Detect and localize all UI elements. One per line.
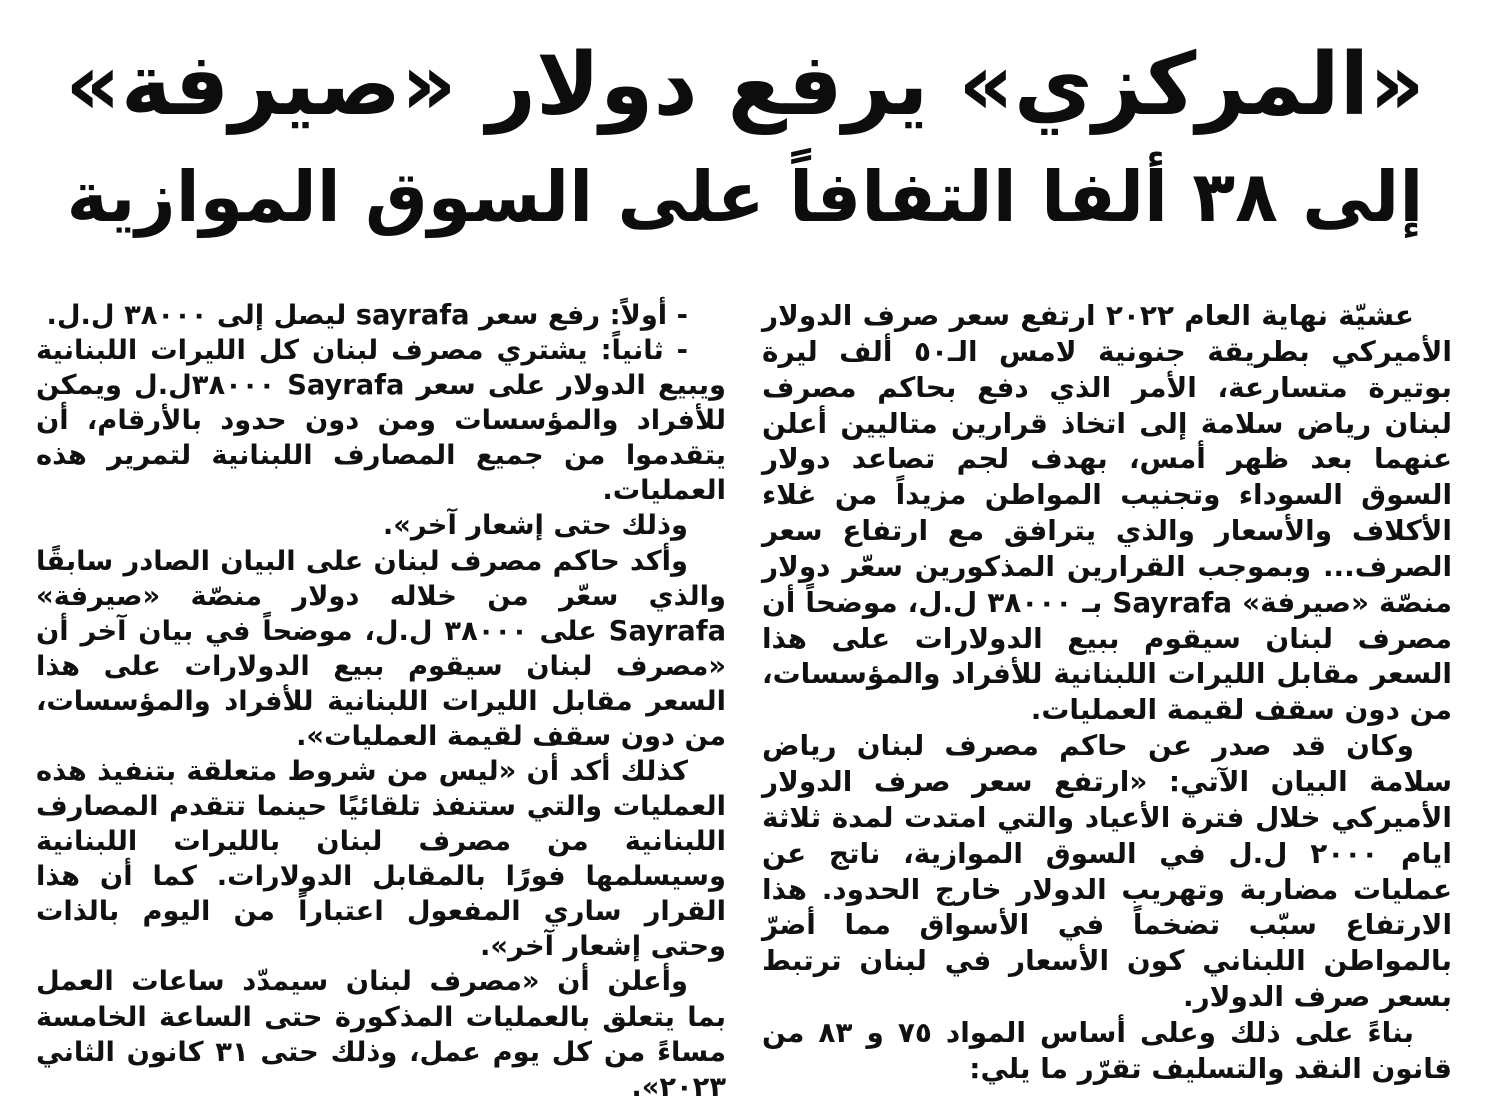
paragraph: وأكد حاكم مصرف لبنان على البيان الصادر سابقًا والذي سعّر من خلاله دولار منصّة «صيرفة» Sayrafa على ٣٨٠٠٠ ل.ل، موضحاً في بيان آخر أن «مصرف لبنان سيقوم ببيع الدولارات على هذا السعر مقابل الليرات اللبنانية للأفراد والمؤسسات، من دون سقف لقيمة العمليات». (36, 545, 726, 752)
paragraph: بناءً على ذلك وعلى أساس المواد ٧٥ و ٨٣ من قانون النقد والتسليف تقرّر ما يلي: (762, 1015, 1452, 1085)
list-item-first: - أولاً: رفع سعر sayrafa ليصل إلى ٣٨٠٠٠ ل.ل. (46, 300, 688, 331)
paragraph: وأعلن أن «مصرف لبنان سيمدّد ساعات العمل بما يتعلق بالعمليات المذكورة حتى الساعة الخامسة مساءً من كل يوم عمل، وذلك حتى ٣١ كانون الثاني ٢٠٢٣». (36, 966, 726, 1103)
article-column-left (36, 298, 726, 1105)
paragraph: عشيّة نهاية العام ٢٠٢٢ ارتفع سعر صرف الدولار الأميركي بطريقة جنونية لامس الـ٥٠ ألف ليرة بوتيرة متسارعة، الأمر الذي دفع بحاكم مصرف لبنان رياض سلامة إلى اتخاذ قرارين متاليين أعلن عنهما بعد ظهر أمس، بهدف لجم تصاعد دولار السوق السوداء وتجنيب المواطن مزيداً من غلاء الأكلاف والأسعار والذي يترافق مع ارتفاع سعر الصرف... وبموجب القرارين المذكورين سعّر دولار منصّة «صيرفة» Sayrafa بـ ٣٨٠٠٠ ل.ل، موضحاً أن مصرف لبنان سيقوم ببيع الدولارات على هذا السعر مقابل الليرات اللبنانية للأفراد والمؤسسات، من دون سقف لقيمة العمليات. (762, 299, 1452, 727)
headline-line-2: إلى ٣٨ ألفا التفافاً على السوق الموازية (66, 156, 1424, 238)
paragraph: وذلك حتى إشعار آخر». (382, 510, 688, 542)
list-item-second: - ثانياً: يشتري مصرف لبنان كل الليرات اللبنانية ويبيع الدولار على سعر Sayrafa ٣٨٠٠٠ل.ل ويمكن للأفراد والمؤسسات ومن دون حدود بالأرقام، أن يتقدموا من جميع المصارف اللبنانية لتمرير هذه العمليات. (36, 335, 726, 507)
headline-line-1: «المركزي» يرفع دولار «صيرفة» (65, 35, 1425, 135)
paragraph: وكان قد صدر عن حاكم مصرف لبنان رياض سلامة البيان الآتي: «ارتفع سعر صرف الدولار الأميركي خلال فترة الأعياد والتي امتدت لمدة ثلاثة ايام ٢٠٠٠ ل.ل في السوق الموازية، ناتج عن عمليات مضاربة وتهريب الدولار خارج الحدود. هذا الارتفاع سبّب تضخماً في الأسواق مما أضرّ بالمواطن اللبناني كون الأسعار في لبنان ترتبط بسعر صرف الدولار. (762, 729, 1452, 1014)
article-column-right (762, 298, 1452, 1087)
paragraph: كذلك أكد أن «ليس من شروط متعلقة بتنفيذ هذه العمليات والتي ستنفذ تلقائيًا حينما تتقدم المصارف اللبنانية من مصرف لبنان بالليرات اللبنانية وسيسلمها فورًا بالمقابل الدولارات. كما أن هذا القرار ساري المفعول اعتباراً من اليوم بالذات وحتى إشعار آخر». (36, 756, 726, 963)
